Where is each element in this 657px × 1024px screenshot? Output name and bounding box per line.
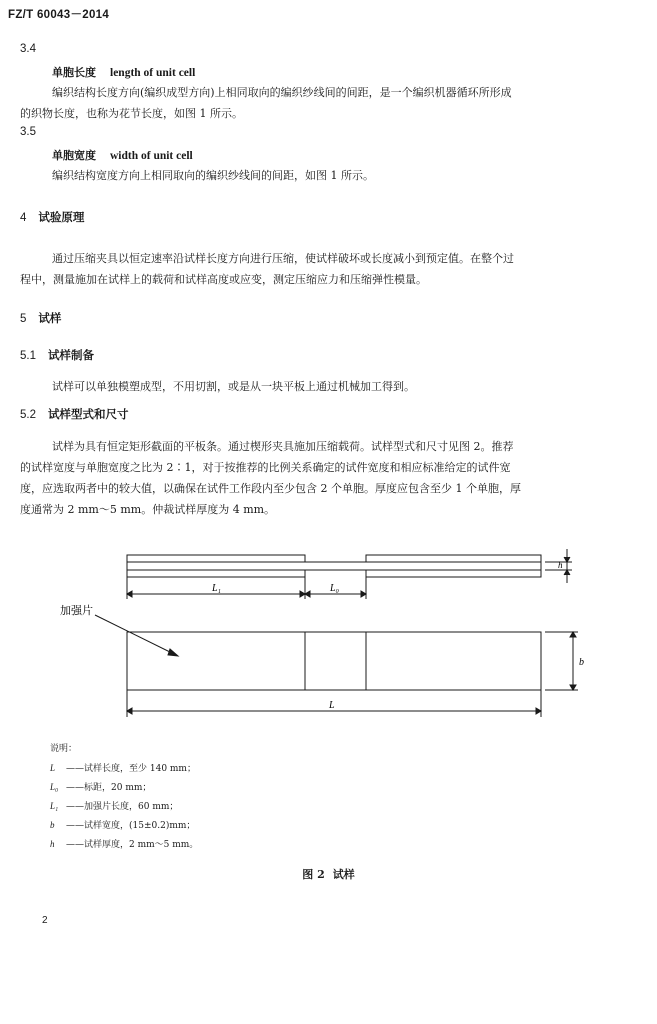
legend-symbol: L₁ bbox=[50, 801, 59, 811]
legend-text: ——试样厚度，2 mm～5 mm。 bbox=[66, 840, 199, 850]
term-en: length of unit cell bbox=[110, 67, 196, 79]
term-zh: 单胞长度 bbox=[52, 66, 96, 79]
term-zh: 单胞宽度 bbox=[52, 149, 96, 162]
section-heading bbox=[20, 310, 61, 326]
right-tab-side bbox=[366, 555, 541, 562]
subsection-title: 试样型式和尺寸 bbox=[48, 407, 129, 421]
specimen-drawing bbox=[0, 535, 657, 725]
top-view bbox=[95, 615, 578, 717]
definition-line: 编织结构长度方向(编织成型方向)上相同取向的编织纱线间的间距，是一个编织机器循环所形成 bbox=[52, 86, 512, 99]
legend-symbol: L bbox=[50, 763, 56, 773]
side-view bbox=[127, 549, 572, 599]
paragraph-line: 度，应选取两者中的较大值，以确保在试件工作段内至少包含 2 个单胞。厚度应包含至少 1 个单胞，厚 bbox=[20, 482, 521, 495]
caption-number: 图 2 bbox=[302, 868, 325, 881]
legend-item bbox=[50, 760, 196, 778]
legend-text: ——标距，20 mm； bbox=[66, 783, 152, 793]
page-number: 2 bbox=[42, 915, 48, 926]
specimen-top bbox=[127, 632, 541, 690]
subsection-heading bbox=[20, 406, 129, 422]
legend-symbol: L₀ bbox=[50, 782, 59, 792]
legend-text: ——试样长度，至少 140 mm； bbox=[66, 764, 196, 774]
subsection-number: 5.1 bbox=[20, 350, 36, 362]
section-title: 试样 bbox=[38, 311, 62, 325]
caption-title: 试样 bbox=[332, 868, 355, 881]
legend-symbol: h bbox=[50, 839, 55, 849]
legend-text: ——试样宽度，(15±0.2)mm； bbox=[66, 821, 196, 831]
l1-label: L₁ bbox=[212, 583, 222, 594]
tab-label: 加强片 bbox=[60, 604, 93, 617]
standard-code-header: FZ/T 60043－2014 bbox=[8, 9, 110, 21]
section-heading bbox=[20, 209, 84, 225]
tab-leader-line bbox=[95, 615, 176, 655]
l0-label: L₀ bbox=[330, 583, 340, 594]
legend-item bbox=[50, 779, 151, 797]
legend-text: ——加强片长度，60 mm； bbox=[66, 802, 179, 812]
section-title: 试验原理 bbox=[38, 210, 85, 224]
legend-item bbox=[50, 836, 198, 854]
term-heading bbox=[52, 147, 193, 163]
term-en: width of unit cell bbox=[110, 150, 193, 162]
definition-line: 编织结构宽度方向上相同取向的编织纱线间的间距，如图 1 所示。 bbox=[52, 169, 374, 182]
subsection-heading bbox=[20, 347, 94, 363]
subsection-title: 试样制备 bbox=[48, 348, 94, 362]
paragraph-line: 试样为具有恒定矩形截面的平板条。通过楔形夹具施加压缩载荷。试样型式和尺寸见图 2。推荐 bbox=[52, 440, 514, 453]
right-tab-side-bottom bbox=[366, 570, 541, 577]
paragraph-line: 程中，测量施加在试样上的载荷和试样高度或应变，测定压缩应力和压缩弹性模量。 bbox=[20, 273, 427, 286]
clause-number: 3.4 bbox=[20, 43, 36, 55]
l-label: L bbox=[329, 700, 335, 711]
clause-number: 3.5 bbox=[20, 126, 36, 138]
figure-caption bbox=[0, 866, 657, 882]
left-tab-side bbox=[127, 555, 305, 562]
section-number: 4 bbox=[20, 212, 27, 224]
paragraph-line: 的试样宽度与单胞宽度之比为 2∶1，对于按推荐的比例关系确定的试件宽度和相应标准给定的试件宽 bbox=[20, 461, 511, 474]
b-label: b bbox=[579, 657, 584, 668]
paragraph-line: 试样可以单独模塑成型，不用切割，或是从一块平板上通过机械加工得到。 bbox=[52, 380, 415, 393]
left-tab-side-bottom bbox=[127, 570, 305, 577]
subsection-number: 5.2 bbox=[20, 409, 36, 421]
paragraph-line: 度通常为 2 mm～5 mm。仲裁试样厚度为 4 mm。 bbox=[20, 503, 276, 516]
legend-symbol: b bbox=[50, 820, 55, 830]
definition-line: 的织物长度，也称为花节长度，如图 1 所示。 bbox=[20, 107, 243, 120]
specimen-side bbox=[127, 562, 541, 570]
legend-title: 说明： bbox=[50, 744, 78, 754]
section-number: 5 bbox=[20, 313, 27, 325]
paragraph-line: 通过压缩夹具以恒定速率沿试样长度方向进行压缩，使试样破坏或长度减小到预定值。在整个过 bbox=[52, 252, 514, 265]
term-heading bbox=[52, 64, 195, 80]
legend-item bbox=[50, 798, 178, 816]
legend-item bbox=[50, 817, 195, 835]
h-label: h bbox=[558, 560, 563, 570]
